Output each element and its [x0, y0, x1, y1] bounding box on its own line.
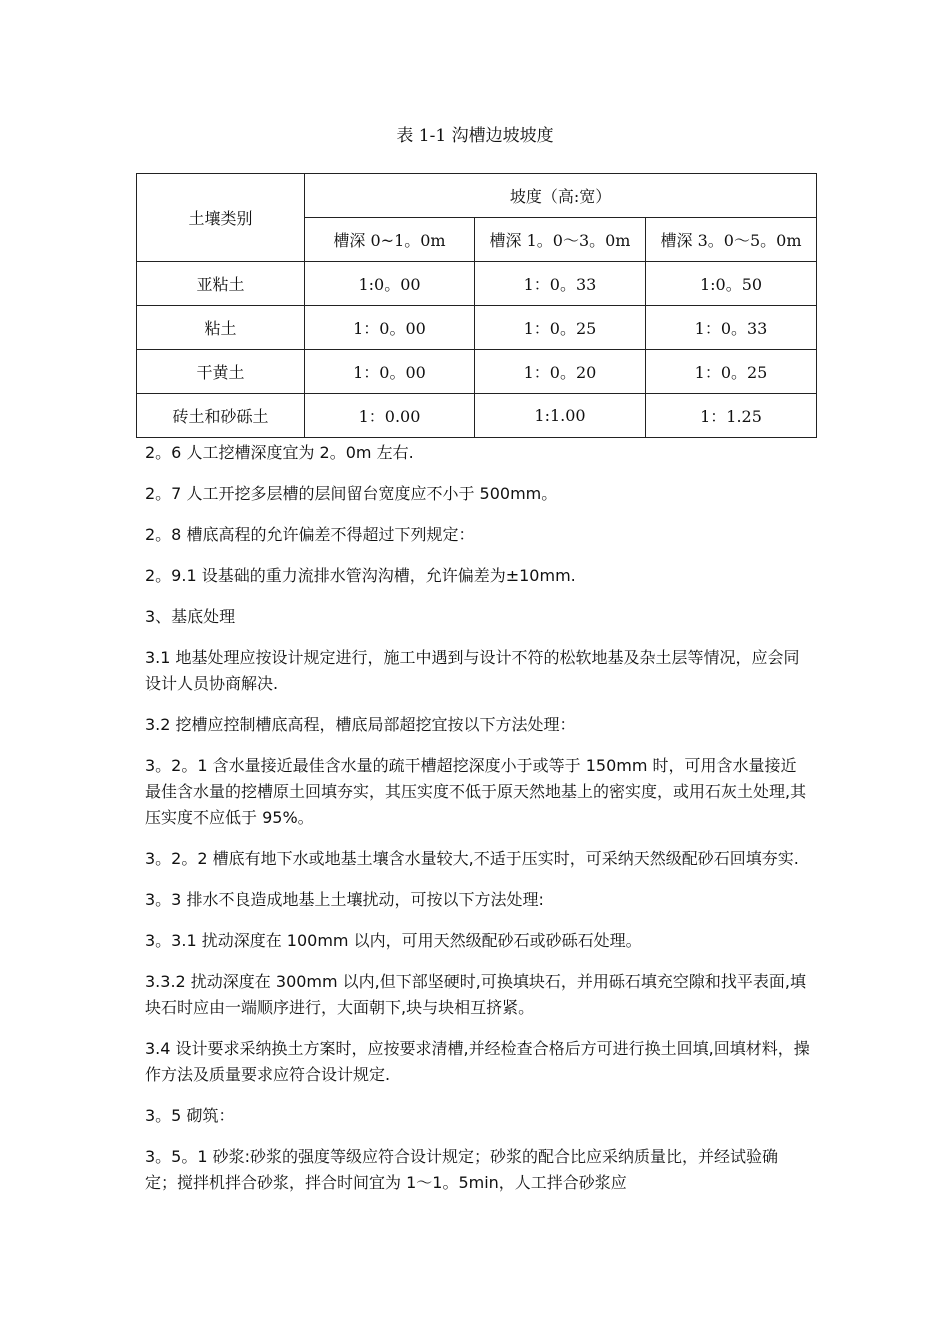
body-text — [145, 440, 810, 1211]
soil-cell: 干黄土 — [137, 350, 305, 394]
soil-cell: 亚粘土 — [137, 262, 305, 306]
value-cell: 1：0。25 — [646, 350, 817, 394]
table-caption: 表 1-1 沟槽边坡坡度 — [396, 126, 554, 146]
paragraph: 3.1 地基处理应按设计规定进行，施工中遇到与设计不符的松软地基及杂土层等情况，应会同设计人员协商解决. — [145, 648, 800, 693]
value-cell: 1：0。00 — [305, 306, 475, 350]
slope-table — [136, 173, 817, 438]
subheader-depth-1: 槽深 0~1。0m — [305, 218, 475, 262]
paragraph: 3。3 排水不良造成地基上土壤扰动，可按以下方法处理: — [145, 890, 544, 909]
value-cell: 1：0。20 — [475, 350, 646, 394]
paragraph: 2。6 人工挖槽深度宜为 2。0m 左右. — [145, 443, 414, 462]
soil-cell: 砖土和砂砾土 — [137, 394, 305, 438]
table-row — [137, 306, 817, 350]
value-cell: 1：1.25 — [646, 394, 817, 438]
paragraph: 3.4 设计要求采纳换土方案时，应按要求清槽,并经检查合格后方可进行换土回填,回填材料，操作方法及质量要求应符合设计规定. — [145, 1039, 810, 1084]
section-heading: 3、基底处理 — [145, 607, 236, 626]
table-row — [137, 262, 817, 306]
subheader-depth-2: 槽深 1。0～3。0m — [475, 218, 646, 262]
paragraph: 3.3.2 扰动深度在 300mm 以内,但下部坚硬时,可换填块石，并用砾石填充空隙和找平表面,填块石时应由一端顺序进行，大面朝下,块与块相互挤紧。 — [145, 972, 806, 1017]
paragraph: 2。8 槽底高程的允许偏差不得超过下列规定： — [145, 525, 475, 544]
value-cell: 1：0。33 — [646, 306, 817, 350]
header-slope: 坡度（高:宽） — [305, 174, 817, 218]
value-cell: 1：0.00 — [305, 394, 475, 438]
paragraph: 3。3.1 扰动深度在 100mm 以内，可用天然级配砂石或砂砾石处理。 — [145, 931, 642, 950]
value-cell: 1:0。50 — [646, 262, 817, 306]
value-cell: 1：0。25 — [475, 306, 646, 350]
value-cell: 1：0。33 — [475, 262, 646, 306]
paragraph: 3。5 砌筑： — [145, 1106, 235, 1125]
soil-cell: 粘土 — [137, 306, 305, 350]
paragraph: 3。2。1 含水量接近最佳含水量的疏干槽超挖深度小于或等于 150mm 时，可用含水量接近最佳含水量的挖槽原土回填夯实，其压实度不低于原天然地基上的密实度，或用石灰土处理,其压实度不应低于 95%。 — [145, 756, 807, 827]
paragraph: 2。7 人工开挖多层槽的层间留台宽度应不小于 500mm。 — [145, 484, 558, 503]
paragraph: 3.2 挖槽应控制槽底高程，槽底局部超挖宜按以下方法处理： — [145, 715, 576, 734]
table-row — [137, 350, 817, 394]
paragraph: 3。2。2 槽底有地下水或地基土壤含水量较大,不适于压实时，可采纳天然级配砂石回填夯实. — [145, 849, 799, 868]
header-soil-type: 土壤类别 — [137, 174, 305, 262]
value-cell: 1:0。00 — [305, 262, 475, 306]
paragraph: 3。5。1 砂浆:砂浆的强度等级应符合设计规定；砂浆的配合比应采纳质量比，并经试验确定；搅拌机拌合砂浆，拌合时间宜为 1～1。5min，人工拌合砂浆应 — [145, 1147, 779, 1192]
table-row — [137, 394, 817, 438]
paragraph: 2。9.1 设基础的重力流排水管沟沟槽，允许偏差为±10mm. — [145, 566, 576, 585]
subheader-depth-3: 槽深 3。0～5。0m — [646, 218, 817, 262]
value-cell: 1：0。00 — [305, 350, 475, 394]
value-cell: 1:1.00 — [475, 394, 646, 438]
